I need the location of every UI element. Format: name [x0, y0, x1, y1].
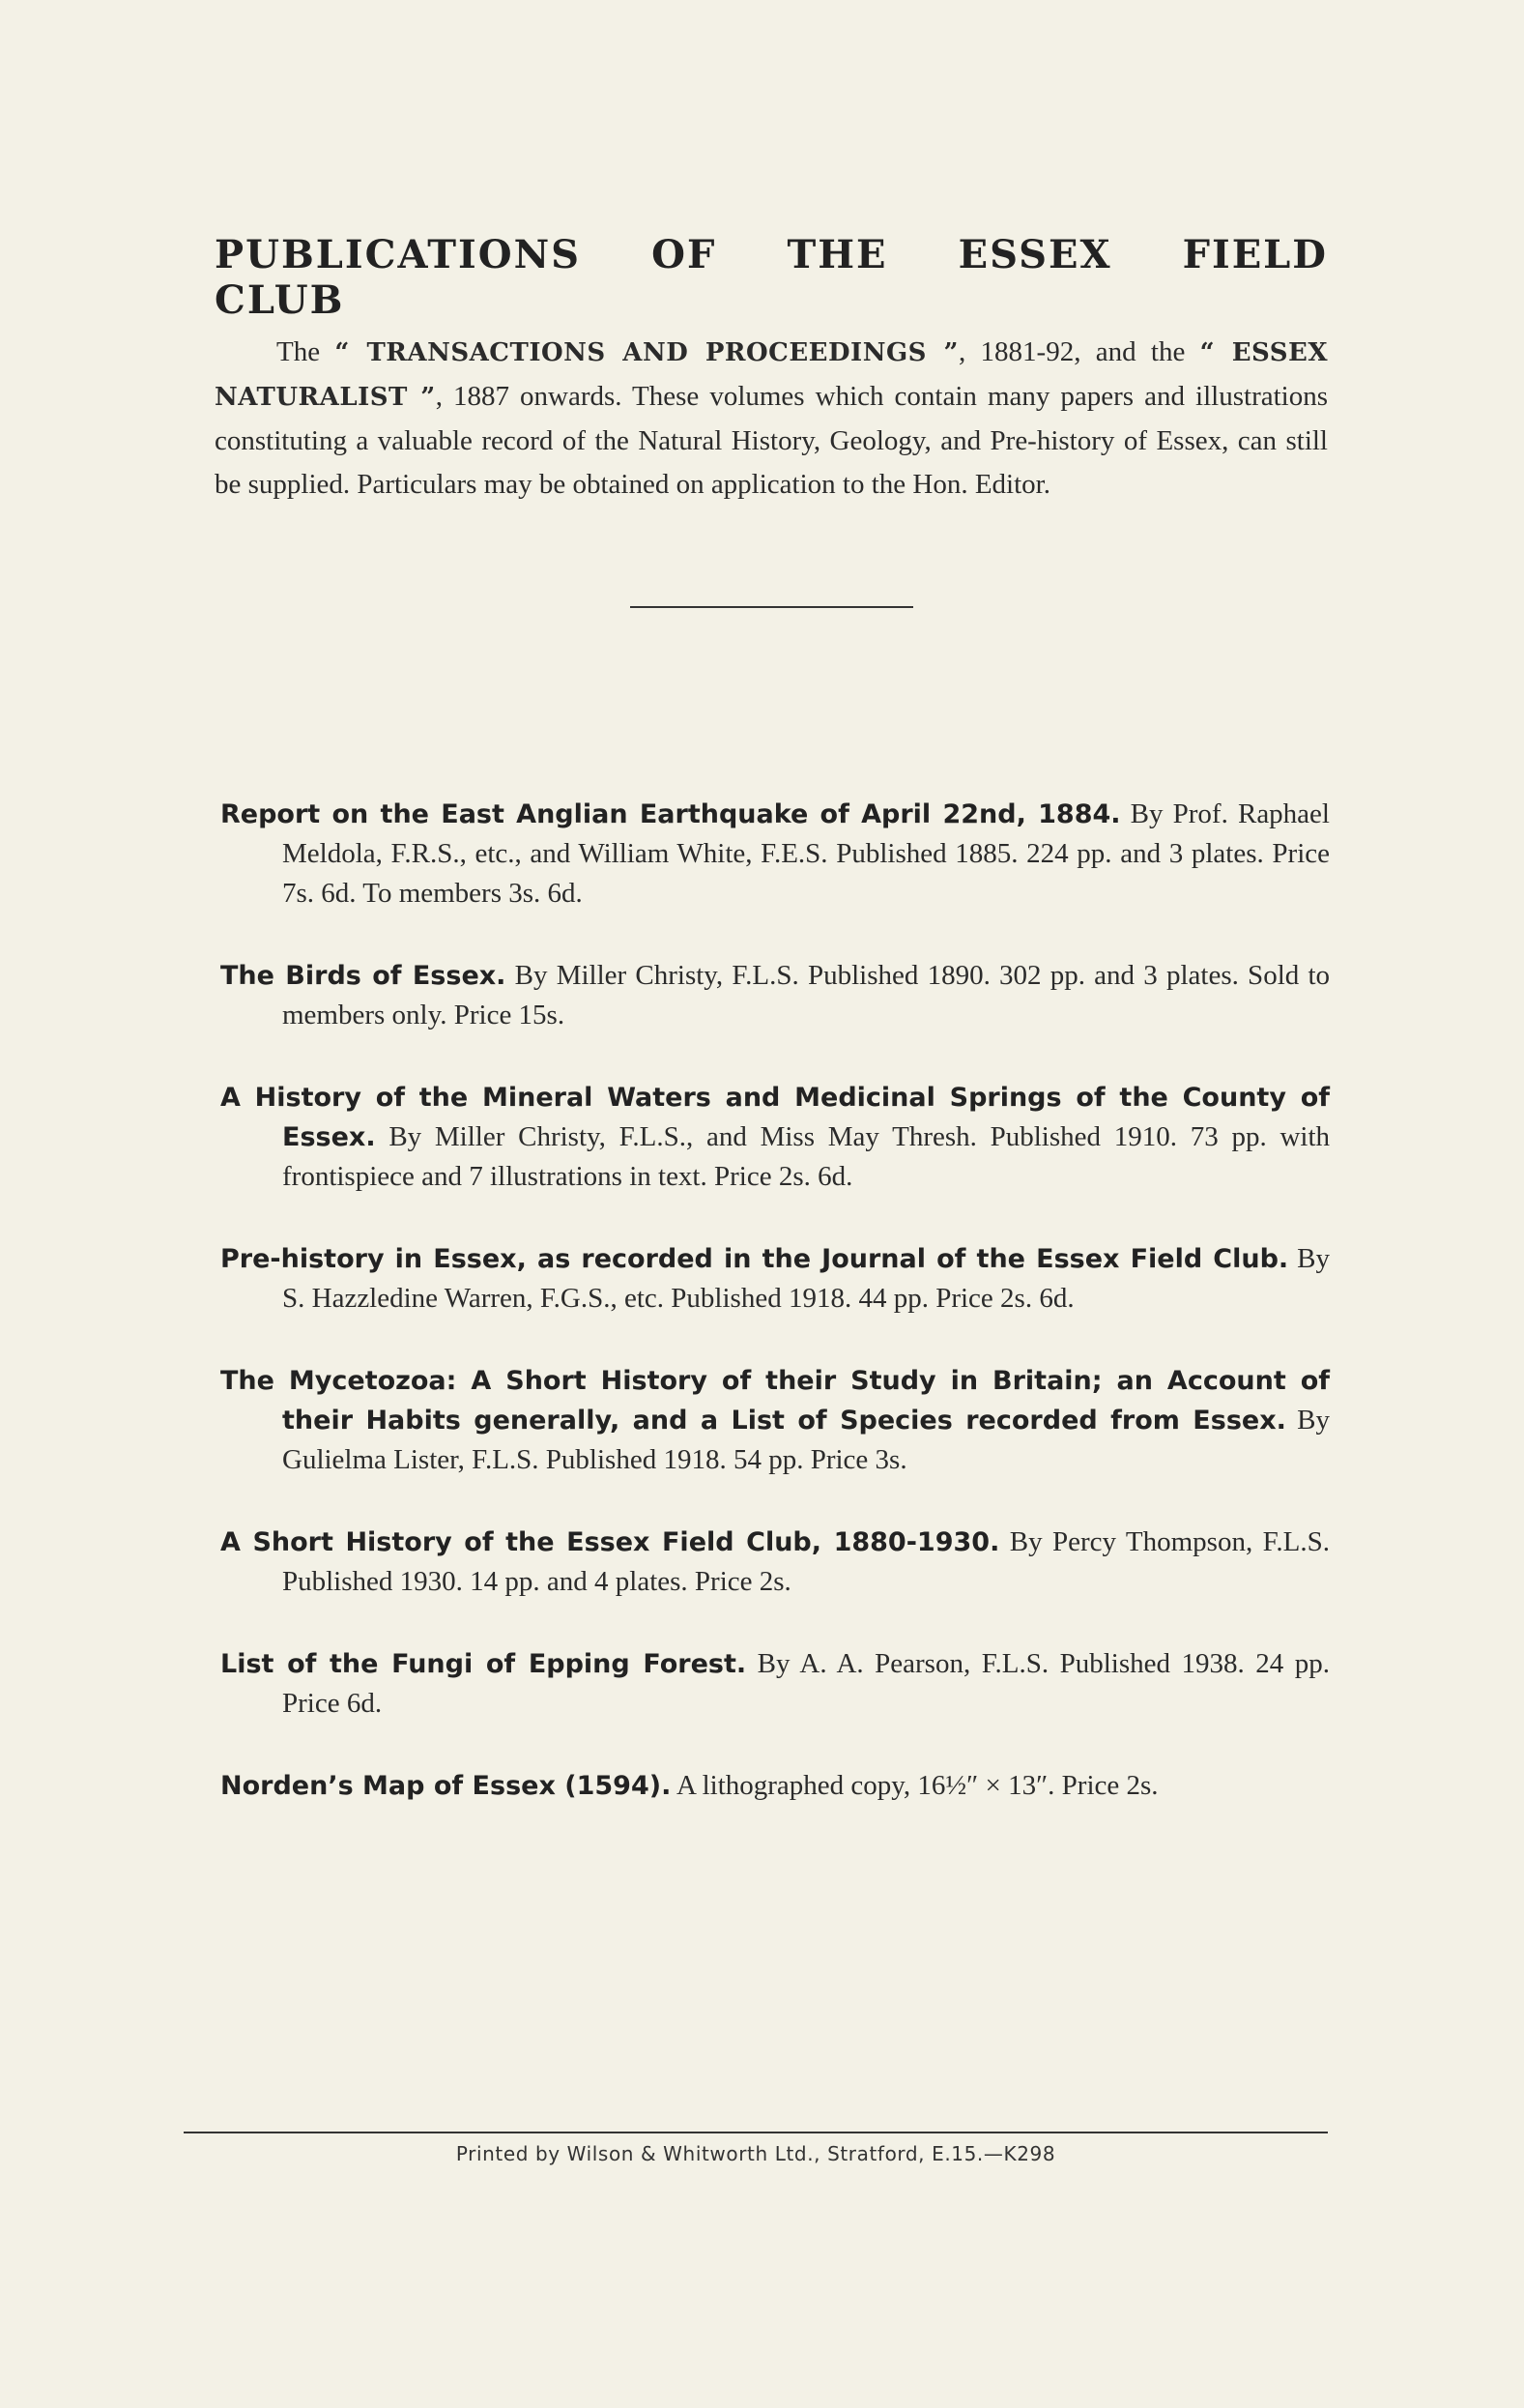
publication-details: By Percy Thompson, F.L.S. Published 1930. 14 pp. and 4 plates. Price 2s.: [282, 1526, 1330, 1597]
publication-entry: [220, 1523, 1330, 1602]
publication-title: A History of the Mineral Waters and Medicinal Springs of the County of Essex.: [220, 1083, 1330, 1152]
publication-entry: [220, 1644, 1330, 1724]
publication-title: The Birds of Essex.: [220, 961, 506, 991]
publication-entry: [220, 1766, 1330, 1806]
publication-details: By S. Hazzledine Warren, F.G.S., etc. Published 1918. 44 pp. Price 2s. 6d.: [282, 1243, 1331, 1314]
printer-imprint: Printed by Wilson & Whitworth Ltd., Stratford, E.15.—K298: [455, 2142, 1056, 2165]
publication-entry: [220, 956, 1330, 1035]
publication-entry: [220, 1239, 1330, 1319]
publication-details: By Miller Christy, F.L.S., and Miss May Thresh. Published 1910. 73 pp. with frontispiece and 7 illustrations in text. Price 2s. 6d.: [282, 1121, 1330, 1192]
section-divider: [630, 606, 913, 608]
page-title: PUBLICATIONS OF THE ESSEX FIELD CLUB: [215, 232, 1328, 323]
publication-details: By Prof. Raphael Meldola, F.R.S., etc., and William White, F.E.S. Published 1885. 224 pp. and 3 plates. Price 7s. 6d. To members 3s. 6d.: [282, 798, 1330, 909]
publication-list: [220, 795, 1330, 1848]
publication-entry: [220, 1361, 1330, 1480]
publication-title: A Short History of the Essex Field Club, 1880-1930.: [220, 1527, 1000, 1557]
publication-details: A lithographed copy, 16½″ × 13″. Price 2s.: [676, 1770, 1159, 1801]
publication-title: Norden’s Map of Essex (1594).: [220, 1771, 672, 1801]
publication-details: By Miller Christy, F.L.S. Published 1890. 302 pp. and 3 plates. Sold to members only. Price 15s.: [282, 960, 1331, 1030]
publication-title: The Mycetozoa: A Short History of their Study in Britain; an Account of their Habits generally, and a List of Species recorded from Essex.: [220, 1366, 1330, 1436]
publication-details: By A. A. Pearson, F.L.S. Published 1938. 24 pp. Price 6d.: [282, 1648, 1330, 1719]
intro-text-1: The: [276, 336, 335, 367]
publication-entry: [220, 1078, 1330, 1197]
intro-paragraph: [215, 331, 1328, 507]
footer-rule: [184, 2132, 1328, 2133]
intro-text-2: , 1881-92, and the: [959, 336, 1200, 367]
publication-title: Pre-history in Essex, as recorded in the Journal of the Essex Field Club.: [220, 1244, 1289, 1274]
publication-details: By Gulielma Lister, F.L.S. Published 1918. 54 pp. Price 3s.: [282, 1405, 1331, 1475]
publication-title: Report on the East Anglian Earthquake of April 22nd, 1884.: [220, 799, 1121, 829]
publication-title: List of the Fungi of Epping Forest.: [220, 1649, 747, 1679]
publication-entry: [220, 795, 1330, 914]
intro-text-3: , 1887 onwards. These volumes which contain many papers and illustrations constituting a valuable record of the Natural History, Geology, and Pre-history of Essex, can still be supplied. Particulars may be obtained on application to the Hon. Editor.: [215, 381, 1328, 500]
intro-bold-naturalist: “ ESSEX NATURALIST ”: [215, 338, 1328, 412]
intro-bold-transactions: “ TRANSACTIONS AND PROCEEDINGS ”: [334, 338, 960, 367]
